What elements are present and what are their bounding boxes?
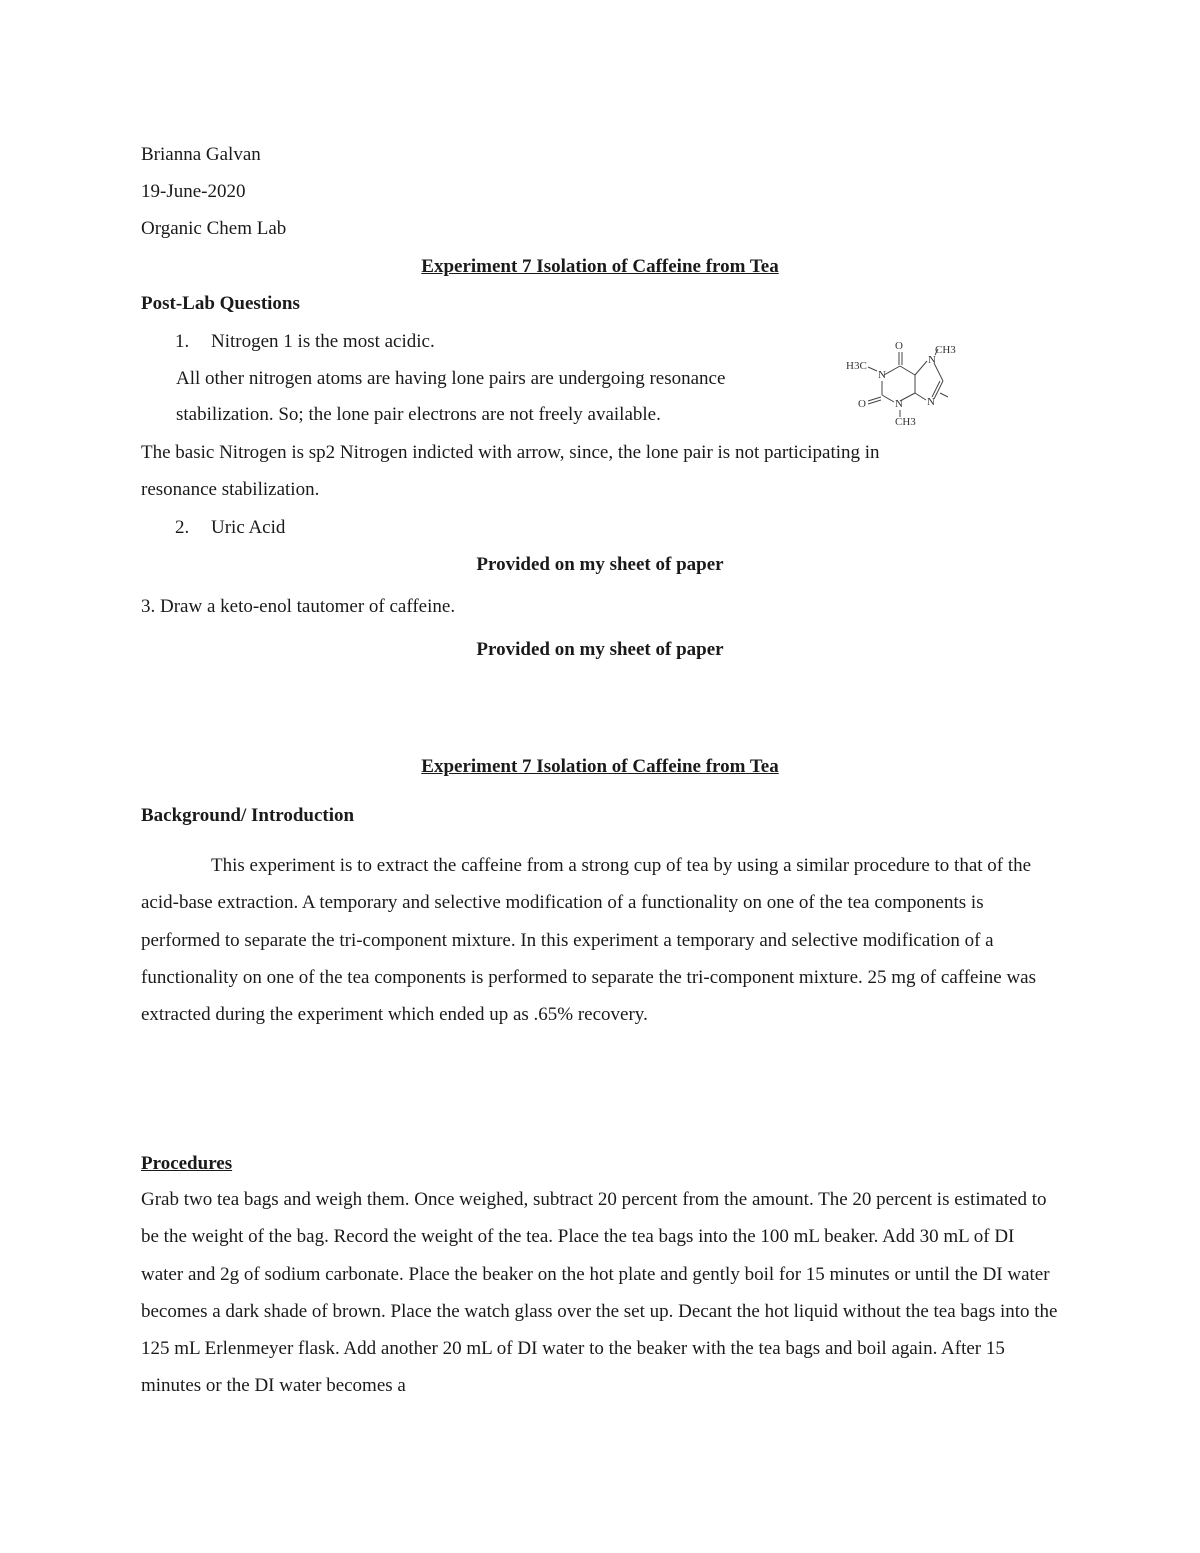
- molecule-label-n7: N: [928, 354, 936, 366]
- caffeine-structure-diagram: [840, 337, 970, 437]
- question-3-note: Provided on my sheet of paper: [476, 639, 724, 660]
- question-2-number: 2.: [175, 517, 190, 538]
- question-1-line-3: stabilization. So; the lone pair electrons are not freely available.: [176, 404, 661, 425]
- question-2: [175, 516, 285, 540]
- post-lab-heading: Post-Lab Questions: [141, 293, 300, 314]
- author-name: Brianna Galvan: [141, 144, 261, 165]
- molecule-label-n3: N: [895, 398, 903, 410]
- molecule-label-ch3-top: CH3: [935, 344, 956, 356]
- question-2-answer: Uric Acid: [211, 517, 286, 538]
- procedures-heading: Procedures: [141, 1153, 233, 1174]
- molecule-label-n9: N: [927, 396, 935, 408]
- question-2-note: Provided on my sheet of paper: [476, 554, 724, 575]
- question-3: 3. Draw a keto-enol tautomer of caffeine.: [141, 596, 456, 617]
- question-1-line-4: The basic Nitrogen is sp2 Nitrogen indicted with arrow, since, the lone pair is not participating in: [141, 442, 880, 463]
- experiment-title: Experiment 7 Isolation of Caffeine from Tea: [421, 256, 779, 277]
- molecule-label-h3c: H3C: [846, 360, 867, 372]
- molecule-label-o-top: O: [895, 340, 903, 352]
- question-1: [175, 330, 435, 354]
- procedures-paragraph: Grab two tea bags and weigh them. Once weighed, subtract 20 percent from the amount. The 20 percent is estimated to be the weight of the bag. Record the weight of the tea. Place the tea bags into the 100 mL beaker. Add 30 mL of DI water and 2g of sodium carbonate. Place the beaker on the hot plate and gently boil for 15 minutes or until the DI water becomes a dark shade of brown. Place the watch glass over the set up. Decant the hot liquid without the tea bags into the 125 mL Erlenmeyer flask. Add another 20 mL of DI water to the beaker with the tea bags and boil again. After 15 minutes or the DI water becomes a: [141, 1189, 1058, 1397]
- question-1-line-2: All other nitrogen atoms are having lone pairs are undergoing resonance: [176, 368, 726, 389]
- molecule-label-o-left: O: [858, 398, 866, 410]
- molecule-label-n1: N: [878, 369, 886, 381]
- course-name: Organic Chem Lab: [141, 218, 287, 239]
- question-1-line-5: resonance stabilization.: [141, 479, 320, 500]
- molecule-label-ch3-bottom: CH3: [895, 416, 916, 428]
- question-1-answer: Nitrogen 1 is the most acidic.: [211, 331, 435, 352]
- date: 19-June-2020: [141, 181, 246, 202]
- question-1-number: 1.: [175, 331, 190, 352]
- background-paragraph: This experiment is to extract the caffeine from a strong cup of tea by using a similar procedure to that of the acid-base extraction. A temporary and selective modification of a functionality on one of the tea components is performed to separate the tri-component mixture. In this experiment a temporary and selective modification of a functionality on one of the tea components is performed to separate the tri-component mixture. 25 mg of caffeine was extracted during the experiment which ended up as .65% recovery.: [141, 855, 1037, 1026]
- background-heading: Background/ Introduction: [141, 805, 355, 826]
- experiment-title-2: Experiment 7 Isolation of Caffeine from Tea: [421, 756, 779, 777]
